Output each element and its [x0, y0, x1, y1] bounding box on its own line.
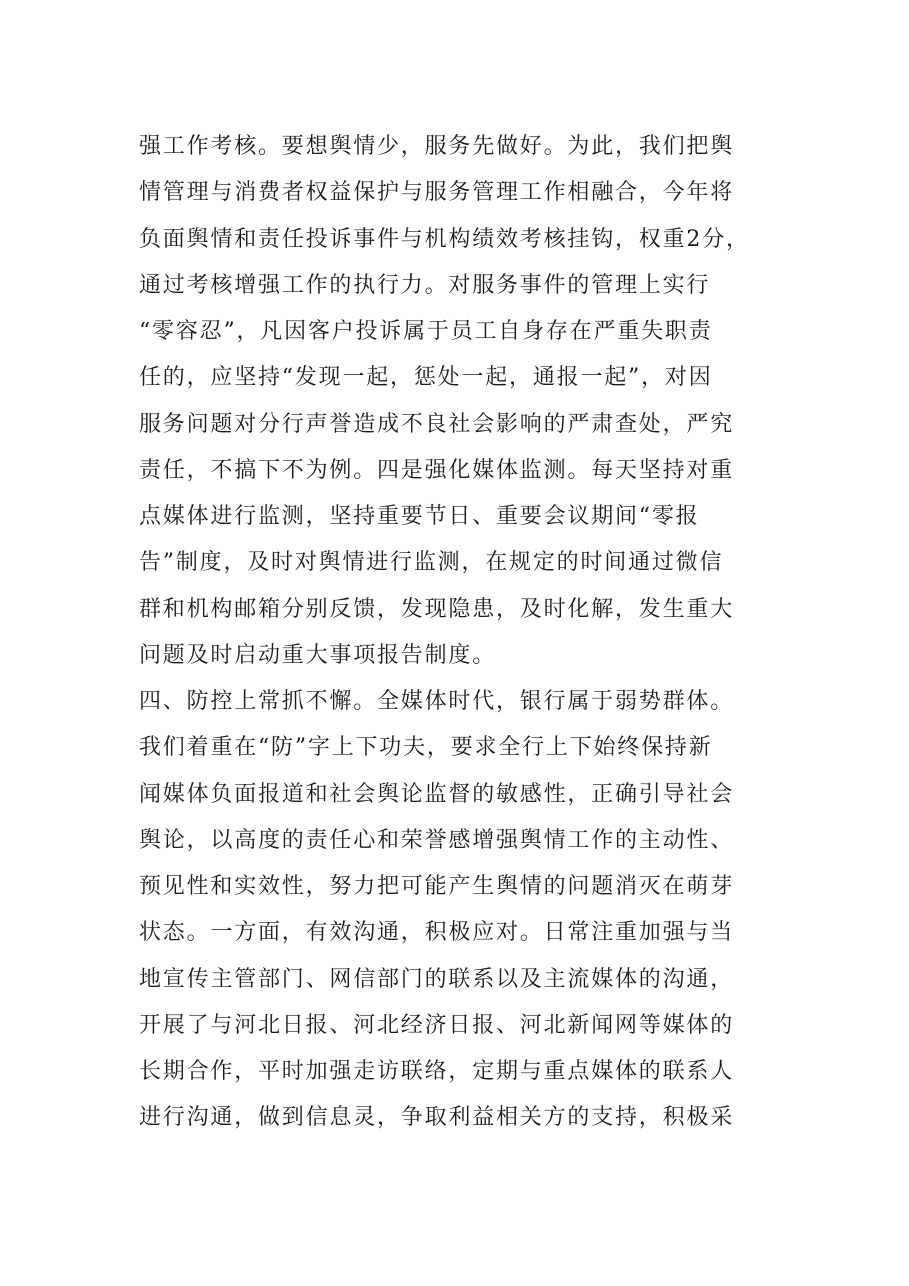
text-line: 舆论，以高度的责任心和荣誉感增强舆情工作的主动性、: [139, 827, 735, 853]
text-line: 责任，不搞下不为例。四是强化媒体监测。每天坚持对重: [139, 457, 735, 483]
text-line: 问题及时启动重大事项报告制度。: [139, 642, 497, 668]
text-line: 群和机构邮箱分别反馈，发现隐患，及时化解，发生重大: [139, 596, 735, 622]
text-line: “零容忍”，凡因客户投诉属于员工自身存在严重失职责: [139, 319, 713, 344]
text-line: 情管理与消费者权益保护与服务管理工作相融合，今年将: [139, 180, 735, 206]
text-line: 长期合作，平时加强走访联络，定期与重点媒体的联系人: [139, 1059, 735, 1084]
text-line: 进行沟通，做到信息灵，争取利益相关方的支持，积极采: [139, 1105, 735, 1131]
text-line: 地宣传主管部门、网信部门的联系以及主流媒体的沟通，: [139, 966, 735, 992]
text-line: 开展了与河北日报、河北经济日报、河北新闻网等媒体的: [139, 1012, 735, 1038]
text-line: 点媒体进行监测，坚持重要节日、重要会议期间“零报: [139, 504, 700, 529]
text-line: 任的，应坚持“发现一起，惩处一起，通报一起”，对因: [139, 365, 713, 391]
text-line: 预见性和实效性，努力把可能产生舆情的问题消灭在萌芽: [139, 874, 735, 899]
body-text: [139, 124, 779, 1142]
text-line: 告”制度，及时对舆情进行监测，在规定的时间通过微信: [139, 550, 724, 576]
section-heading-line: 四、防控上常抓不懈。全媒体时代，银行属于弱势群体。: [139, 689, 735, 714]
text-line: 强工作考核。要想舆情少，服务先做好。为此，我们把舆: [139, 134, 735, 159]
text-line: 服务问题对分行声誉造成不良社会影响的严肃查处，严究: [139, 411, 735, 437]
text-line: 我们着重在“防”字上下功夫，要求全行上下始终保持新: [139, 735, 713, 761]
text-line: 通过考核增强工作的执行力。对服务事件的管理上实行: [139, 272, 711, 298]
text-line: 闻媒体负面报道和社会舆论监督的敏感性，正确引导社会: [139, 781, 735, 807]
text-line: 负面舆情和责任投诉事件与机构绩效考核挂钩，权重2分，: [139, 226, 750, 252]
text-line: 状态。一方面，有效沟通，积极应对。日常注重加强与当: [139, 920, 735, 946]
